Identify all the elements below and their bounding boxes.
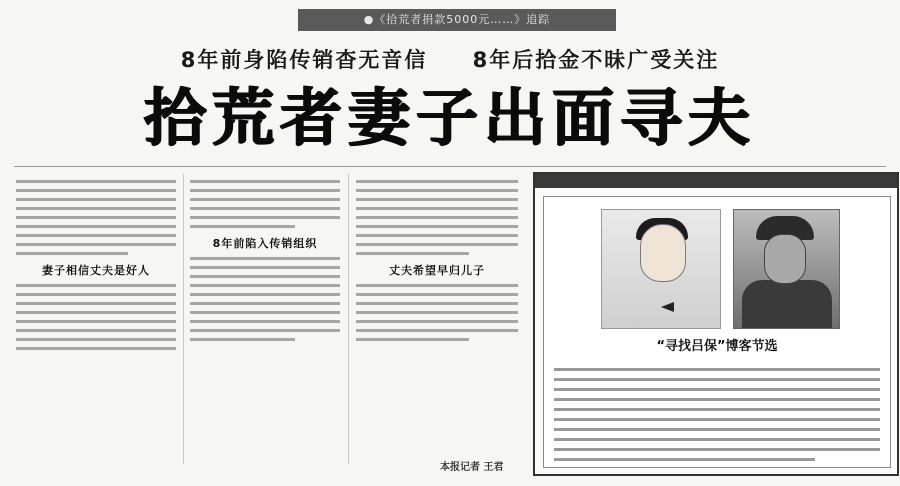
article-column-3 [356,174,518,347]
section-title-2: 8年前陷入传销组织 [212,237,318,250]
browser-bar [535,174,897,188]
photo-caption: “寻找吕保”博客节选 [656,339,778,354]
portrait-photo-young [601,209,721,329]
article-column-2 [190,174,340,347]
section-title-3: 丈夫希望早归儿子 [389,264,485,277]
subhead-left: 8年前身陷传销杳无音信 [180,48,428,72]
portrait-photo-older [733,209,840,329]
article-column-1 [16,174,176,356]
section-title-1: 妻子相信丈夫是好人 [42,264,150,277]
blog-excerpt-text [554,361,880,468]
column-divider [183,174,184,464]
byline: 本报记者 王君 [440,462,504,473]
header-rule [14,166,886,167]
kicker-bar: ●《拾荒者捐款5000元……》追踪 [298,9,616,31]
blog-screenshot-panel [533,172,899,476]
headline: 拾荒者妻子出面寻夫 [143,81,756,154]
blog-frame [543,196,891,468]
column-divider [348,174,349,464]
subheadline [0,44,900,74]
subhead-right: 8年后拾金不昧广受关注 [472,48,720,72]
